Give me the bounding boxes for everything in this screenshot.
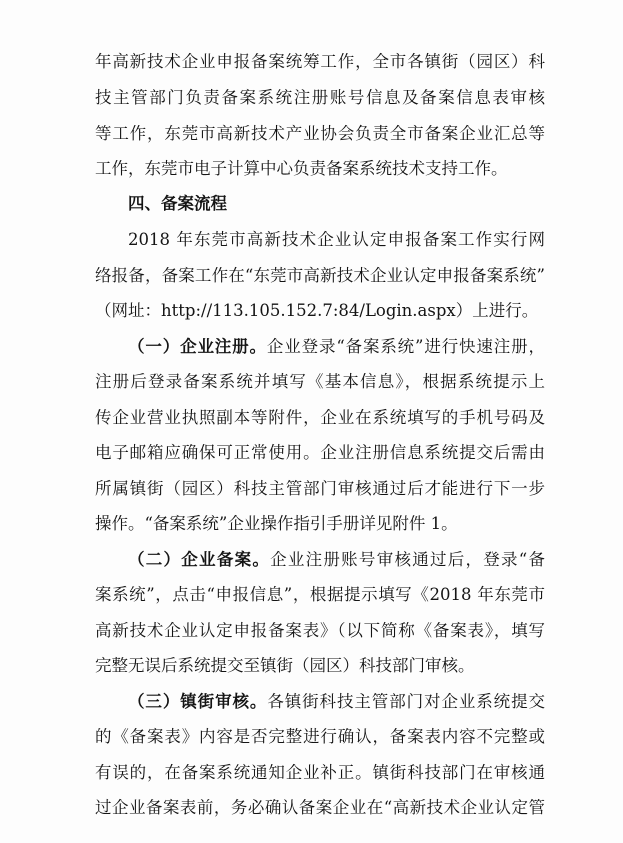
paragraph-line: 有误的，在备案系统通知企业补正。镇街科技部门在审核通	[95, 763, 545, 782]
paragraph-line	[128, 692, 545, 712]
paragraph-line: 的《备案表》内容是否完整进行确认，备案表内容不完整或	[95, 727, 545, 746]
paragraph-text: 企业登录“备案系统”进行快速注册，	[266, 337, 545, 356]
paragraph-line: 所属镇街（园区）科技主管部门审核通过后才能进行下一步	[95, 479, 545, 498]
paragraph-text: 企业注册账号审核通过后，登录“备	[270, 550, 545, 569]
paragraph-line: 电子邮箱应确保可正常使用。企业注册信息系统提交后需由	[95, 443, 545, 462]
paragraph-line: 等工作，东莞市高新技术产业协会负责全市备案企业汇总等	[95, 124, 545, 143]
paragraph-line: （网址：http://113.105.152.7:84/Login.aspx）上进行。	[95, 301, 539, 320]
paragraph-line: 案系统”，点击“申报信息”，根据提示填写《2018 年东莞市	[95, 585, 545, 604]
paragraph-line: 技主管部门负责备案系统注册账号信息及备案信息表审核	[95, 88, 545, 107]
paragraph-line: 传企业营业执照副本等附件，企业在系统填写的手机号码及	[95, 408, 545, 427]
sub-heading: （二）企业备案。	[128, 550, 271, 569]
paragraph-line: 年高新技术企业申报备案统筹工作，全市各镇街（园区）科	[95, 52, 545, 71]
paragraph-line	[128, 550, 545, 570]
paragraph-line	[128, 337, 545, 357]
paragraph-line: 2018 年东莞市高新技术企业认定申报备案工作实行网	[128, 230, 545, 249]
sub-heading: （一）企业注册。	[128, 337, 267, 356]
sub-heading: （三）镇街审核。	[128, 692, 268, 711]
paragraph-line: 高新技术企业认定申报备案表》（以下简称《备案表》，填写	[95, 621, 545, 640]
paragraph-line: 完整无误后系统提交至镇街（园区）科技部门审核。	[95, 656, 475, 675]
paragraph-line: 操作。“备案系统”企业操作指引手册详见附件 1。	[95, 514, 458, 533]
section-heading: 四、备案流程	[128, 194, 227, 213]
paragraph-text: 各镇街科技主管部门对企业系统提交	[267, 692, 546, 711]
paragraph-line: 络报备，备案工作在“东莞市高新技术企业认定申报备案系统”	[95, 266, 545, 285]
paragraph-line: 工作，东莞市电子计算中心负责备案系统技术支持工作。	[95, 159, 508, 178]
paragraph-line: 注册后登录备案系统并填写《基本信息》，根据系统提示上	[95, 372, 545, 391]
paragraph-line: 过企业备案表前，务必确认备案企业在“高新技术企业认定管	[95, 798, 545, 817]
